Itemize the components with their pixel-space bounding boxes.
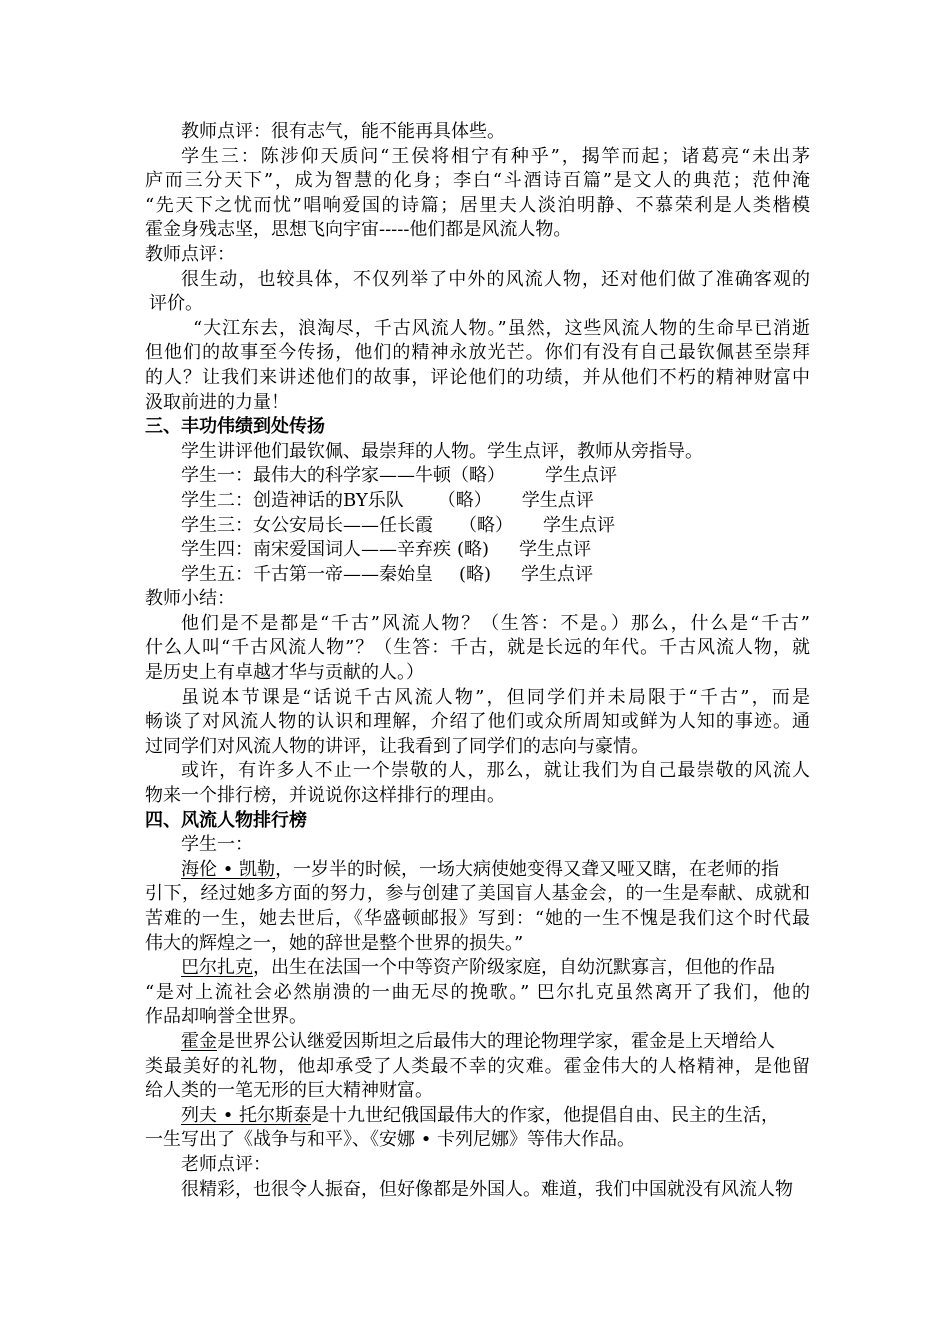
paragraph-line: 学生一：	[181, 834, 253, 856]
paragraph-line: 评价。	[149, 293, 203, 315]
paragraph-line: 作品却响誉全世界。	[145, 1006, 307, 1028]
student-entry-comment: 学生点评	[543, 514, 615, 536]
paragraph-text: 是十九世纪俄国最伟大的作家，他提倡自由、民主的生活，	[311, 1104, 780, 1126]
paragraph-line: 教师点评：	[145, 243, 235, 265]
student-entry	[145, 538, 810, 563]
paragraph-line: 学生讲评他们最钦佩、最崇拜的人物。学生点评，教师从旁指导。	[181, 440, 703, 462]
paragraph-line: 物来一个排行榜，并说说你这样排行的理由。	[145, 785, 505, 807]
student-entry-name: 学生三：女公安局长——任长霞	[181, 514, 433, 536]
student-entry-omit: （略）	[459, 514, 513, 536]
paragraph-text: ，一岁半的时候，一场大病使她变得又聋又哑又瞎，在老师的指	[275, 858, 780, 880]
paragraph-line: 畅谈了对风流人物的认识和理解，介绍了他们或众所周知或鲜为人知的事迹。通	[145, 711, 810, 733]
student-entry	[145, 514, 810, 539]
student-entry-comment: 学生点评	[521, 563, 594, 585]
paragraph-line: 引下，经过她多方面的努力，参与创建了美国盲人基金会，的一生是奉献、成就和	[145, 883, 810, 905]
paragraph-line: 类最美好的礼物，他却承受了人类最不幸的灾难。霍金伟大的人格精神，是他留	[145, 1055, 810, 1077]
paragraph-line: 什么人叫“千古风流人物”？（生答：千古，就是长远的年代。千古风流人物，就	[145, 637, 810, 659]
paragraph-line: 学生三：陈涉仰天质问“王侯将相宁有种乎”，揭竿而起；诸葛亮“未出茅	[181, 145, 810, 167]
paragraph-line	[145, 956, 810, 981]
person-name: 霍金	[181, 1030, 217, 1052]
paragraph-line: 过同学们对风流人物的讲评，让我看到了同学们的志向与豪情。	[145, 735, 649, 757]
paragraph-line: “大江东去，浪淘尽，千古风流人物。”虽然，这些风流人物的生命早已消逝	[193, 317, 810, 339]
student-entry-comment: 学生点评	[545, 465, 617, 487]
paragraph-line: 虽说本节课是“话说千古风流人物”，但同学们并未局限于“千古”，而是	[181, 686, 810, 708]
paragraph-line: 伟大的辉煌之一，她的辞世是整个世界的损失。”	[145, 932, 524, 954]
paragraph-line: 教师小结：	[145, 588, 235, 610]
paragraph-line: “先天下之忧而忧”唱响爱国的诗篇；居里夫人淡泊明静、不慕荣利是人类楷模	[145, 194, 810, 216]
person-name: 巴尔扎克	[181, 957, 253, 979]
paragraph-line: 苦难的一生，她去世后，《华盛顿邮报》写到：“她的一生不愧是我们这个时代最	[145, 908, 810, 929]
paragraph-line: 是历史上有卓越才华与贡献的人。）	[145, 662, 424, 684]
student-entry-name: 学生二：创造神话的BY乐队	[181, 489, 404, 511]
student-entry-name: 学生四：南宋爱国词人——辛弃疾	[181, 539, 451, 561]
student-entry-comment: 学生点评	[519, 539, 592, 561]
paragraph-line	[145, 1030, 810, 1055]
student-entry-comment: 学生点评	[521, 489, 594, 511]
student-entry-omit: (略)	[457, 539, 490, 561]
paragraph-line: 庐而三分天下”，成为智慧的化身；李白“斗酒诗百篇”是文人的典范；范仲淹	[145, 170, 810, 192]
paragraph-line: 的人？让我们来讲述他们的故事，评论他们的功绩，并从他们不朽的精神财富中	[145, 366, 810, 388]
paragraph-line: 霍金身残志坚，思想飞向宇宙-----他们都是风流人物。	[145, 219, 572, 241]
student-entry	[145, 464, 810, 489]
paragraph-text: ，出生在法国一个中等资产阶级家庭，自幼沉默寡言，但他的作品	[253, 957, 775, 979]
paragraph-line: 很生动，也较具体，不仅列举了中外的风流人物，还对他们做了准确客观的	[181, 268, 810, 290]
student-entry-omit: (略)	[459, 563, 492, 585]
person-name: 列夫 • 托尔斯泰	[181, 1104, 312, 1126]
section-heading: 三、丰功伟绩到处传扬	[145, 416, 325, 438]
paragraph-line: 或许，有许多人不止一个崇敬的人，那么，就让我们为自己最崇敬的风流人	[181, 760, 810, 782]
student-entry-name: 学生一：最伟大的科学家——牛顿（略）	[181, 465, 505, 487]
student-entry-name: 学生五：千古第一帝——秦始皇	[181, 563, 433, 585]
student-entry	[145, 489, 810, 514]
paragraph-line: 汲取前进的力量！	[145, 391, 289, 413]
paragraph-line	[145, 858, 810, 883]
paragraph-line: 他们是不是都是“千古”风流人物？（生答：不是。）那么，什么是“千古”	[181, 612, 810, 634]
paragraph-line: 教师点评：很有志气，能不能再具体些。	[181, 121, 505, 142]
paragraph-line: “是对上流社会必然崩溃的一曲无尽的挽歌。” 巴尔扎克虽然离开了我们，他的	[145, 981, 810, 1003]
document-page	[145, 120, 810, 1202]
paragraph-line: 老师点评：	[181, 1153, 271, 1175]
paragraph-line: 但他们的故事至今传扬，他们的精神永放光芒。你们有没有自己最钦佩甚至崇拜	[145, 342, 810, 364]
student-entry	[145, 563, 810, 588]
paragraph-line: 一生写出了《战争与和平》、《安娜 • 卡列尼娜》等伟大作品。	[145, 1129, 636, 1151]
section-heading: 四、风流人物排行榜	[145, 809, 307, 831]
person-name: 海伦 • 凯勒	[181, 858, 276, 880]
paragraph-line	[145, 1104, 810, 1129]
paragraph-line: 很精彩，也很令人振奋，但好像都是外国人。难道，我们中国就没有风流人物	[181, 1178, 793, 1200]
student-entry-omit: （略）	[437, 489, 492, 511]
paragraph-line: 给人类的一笔无形的巨大精神财富。	[145, 1080, 433, 1102]
paragraph-text: 是世界公认继爱因斯坦之后最伟大的理论物理学家，霍金是上天增给人	[217, 1030, 775, 1052]
